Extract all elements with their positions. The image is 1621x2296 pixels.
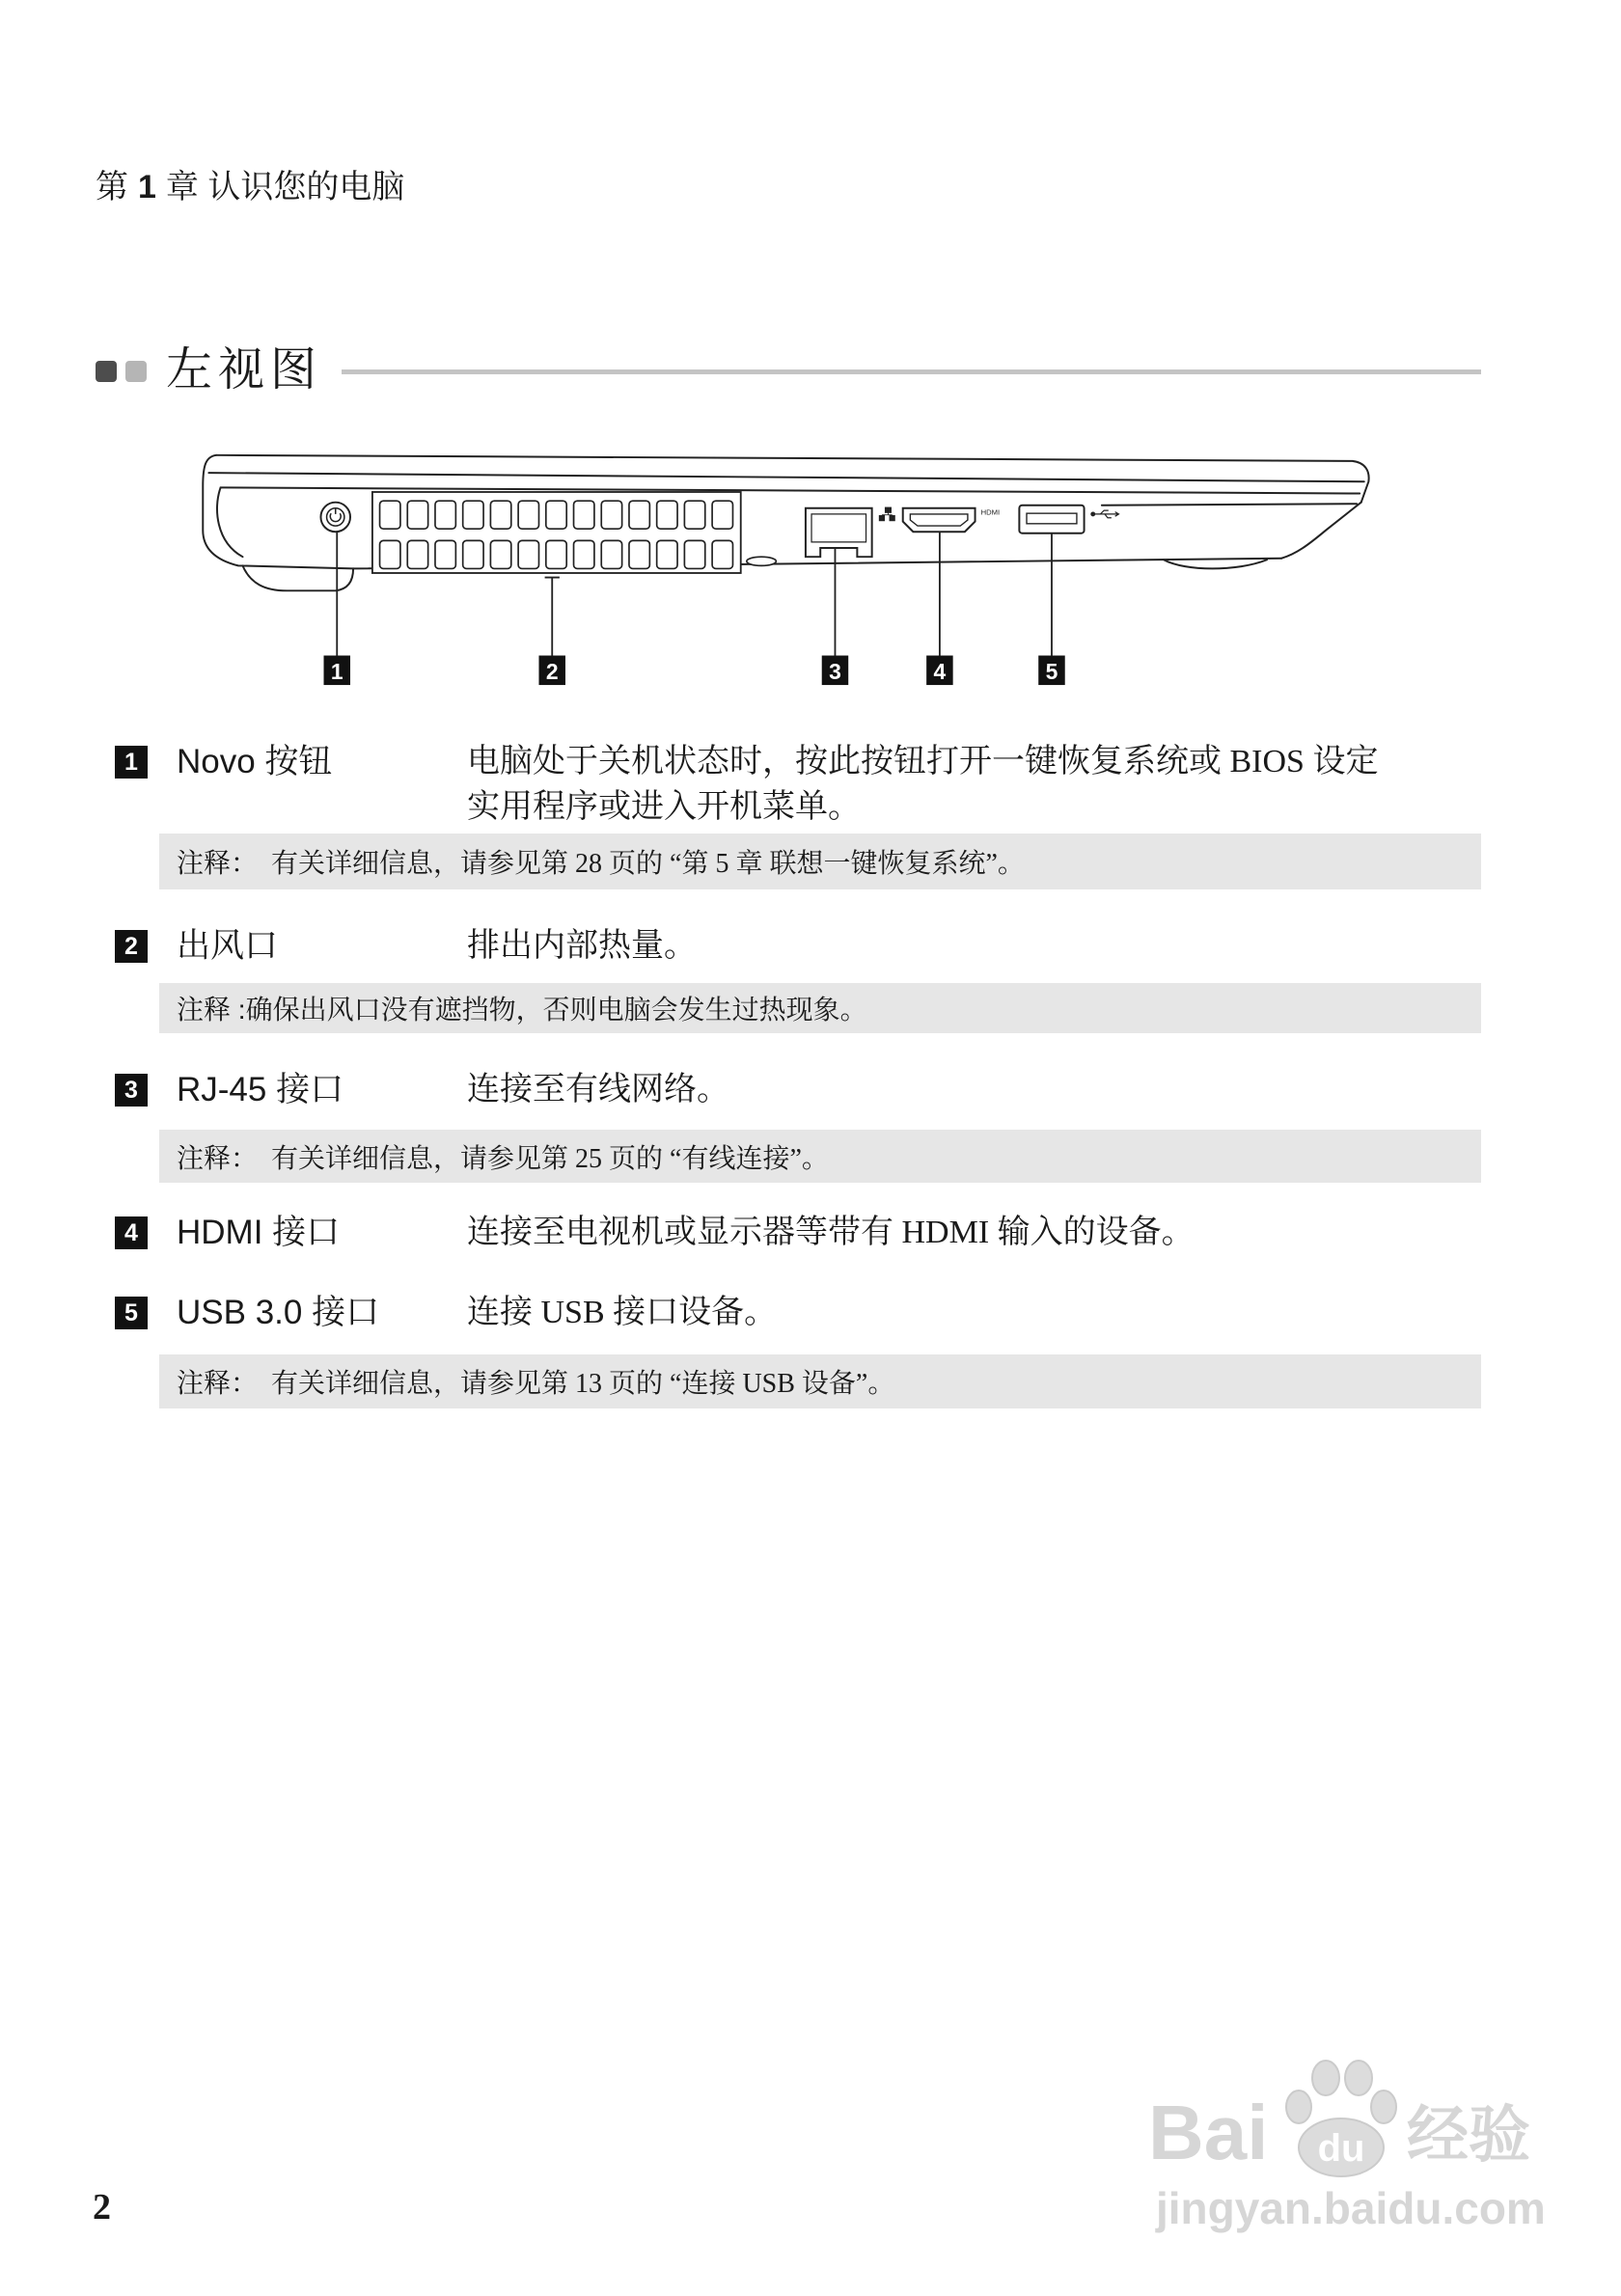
vent-slot [712, 501, 732, 529]
chapter-number: 1 [138, 169, 156, 205]
vent-slot [601, 540, 621, 568]
note-label: 注释： [177, 1368, 259, 1398]
right-foot [1164, 560, 1267, 568]
vent-slot [435, 501, 455, 529]
note-vent [159, 983, 1481, 1033]
vent-slot [546, 540, 566, 568]
watermark-paw-icon [1276, 2057, 1405, 2180]
note-text: 确保出风口没有遮挡物，否则电脑会发生过热现象。 [245, 996, 867, 1025]
section-title: 左视图 [166, 344, 323, 396]
watermark-url: jingyan.baidu.com [1156, 2183, 1546, 2233]
vent-slot [518, 540, 538, 568]
watermark-product: 经验 [1407, 2100, 1530, 2170]
callout-line-2 [545, 578, 560, 656]
chapter-header [96, 164, 404, 210]
item-number-vent: 2 [115, 930, 148, 963]
note-label: 注释： [177, 848, 259, 878]
vent-slot [574, 501, 594, 529]
description-line: 电脑处于关机状态时，按此按钮打开一键恢复系统或 BIOS 设定 [467, 744, 1379, 779]
note-text: 有关详细信息，请参见第 25 页的 “有线连接”。 [271, 1143, 829, 1174]
vent-slot [657, 501, 677, 529]
vent-slot [629, 540, 649, 568]
section-divider [342, 369, 1481, 374]
vent-slot [407, 501, 427, 529]
chapter-title: 章 认识您的电脑 [165, 169, 405, 205]
item-number-usb: 5 [115, 1297, 148, 1329]
item-label-vent: 出风口 [177, 927, 279, 965]
network-icon [879, 507, 894, 521]
left-inner-curve [217, 487, 243, 557]
hdmi-port-label: HDMI [980, 507, 1001, 517]
item-description-rj45 [467, 1067, 729, 1112]
vent-slot [657, 540, 677, 568]
vent-slot [574, 540, 594, 568]
section-marker-light [125, 361, 147, 382]
laptop-left-side-diagram [188, 439, 1404, 695]
note-text: 有关详细信息，请参见第 13 页的 “连接 USB 设备”。 [271, 1369, 895, 1399]
status-indicator [747, 557, 777, 565]
item-description-novo [467, 739, 1378, 830]
item-description-hdmi [467, 1210, 1195, 1255]
lid-edge-line [208, 473, 1363, 481]
vent-slot [546, 501, 566, 529]
description-line: 排出内部热量。 [467, 928, 697, 964]
callout-label-1: 1 [330, 658, 343, 684]
vent-slot [407, 540, 427, 568]
vent-slot [463, 501, 483, 529]
item-label-rj45: RJ-45 接口 [177, 1071, 344, 1108]
note-novo [159, 834, 1481, 889]
vent-slot [712, 540, 732, 568]
usb-icon [1091, 510, 1119, 518]
note-label: 注释 : [177, 995, 246, 1025]
item-number-novo: 1 [115, 746, 148, 779]
item-label-novo: Novo 按钮 [177, 743, 333, 780]
rj45-port-icon [806, 508, 872, 557]
callout-label-4: 4 [933, 658, 947, 684]
note-usb [159, 1354, 1481, 1408]
watermark-brand-suffix: du [1317, 2127, 1365, 2170]
base-front-line [1102, 504, 1357, 506]
item-description-usb [467, 1290, 777, 1335]
item-label-hdmi: HDMI 接口 [177, 1214, 341, 1251]
vent-slot [490, 501, 510, 529]
description-line: 连接至电视机或显示器等带有 HDMI 输入的设备。 [467, 1215, 1195, 1250]
item-number-hdmi: 4 [115, 1216, 148, 1249]
right-end-slope [1281, 503, 1360, 559]
vent-slot [629, 501, 649, 529]
novo-button-icon [320, 503, 350, 533]
chapter-prefix: 第 [96, 169, 128, 205]
note-text: 有关详细信息，请参见第 28 页的 “第 5 章 联想一键恢复系统”。 [271, 849, 1025, 879]
note-label: 注释： [177, 1142, 259, 1173]
vent-slot [380, 540, 400, 568]
item-description-vent [467, 923, 697, 969]
vent-slot [380, 501, 400, 529]
vent-slot [435, 540, 455, 568]
usb-port-icon [1019, 506, 1084, 533]
vent-slot [518, 501, 538, 529]
item-number-rj45: 3 [115, 1074, 148, 1107]
vent-slot [684, 540, 704, 568]
vent-slot [601, 501, 621, 529]
section-marker-dark [96, 361, 117, 382]
vent-slot [463, 540, 483, 568]
item-label-usb: USB 3.0 接口 [177, 1294, 380, 1331]
watermark-brand-prefix: Bai [1148, 2090, 1269, 2175]
page-number: 2 [93, 2187, 111, 2228]
description-line: 连接至有线网络。 [467, 1072, 729, 1107]
vent-slot [490, 540, 510, 568]
hdmi-port-icon [903, 508, 975, 532]
callout-label-3: 3 [829, 658, 841, 684]
note-rj45 [159, 1130, 1481, 1183]
callout-label-5: 5 [1045, 658, 1058, 684]
callout-label-2: 2 [545, 658, 559, 684]
description-line: 连接 USB 接口设备。 [467, 1295, 778, 1330]
vent-slot [684, 501, 704, 529]
description-line: 实用程序或进入开机菜单。 [467, 789, 861, 825]
